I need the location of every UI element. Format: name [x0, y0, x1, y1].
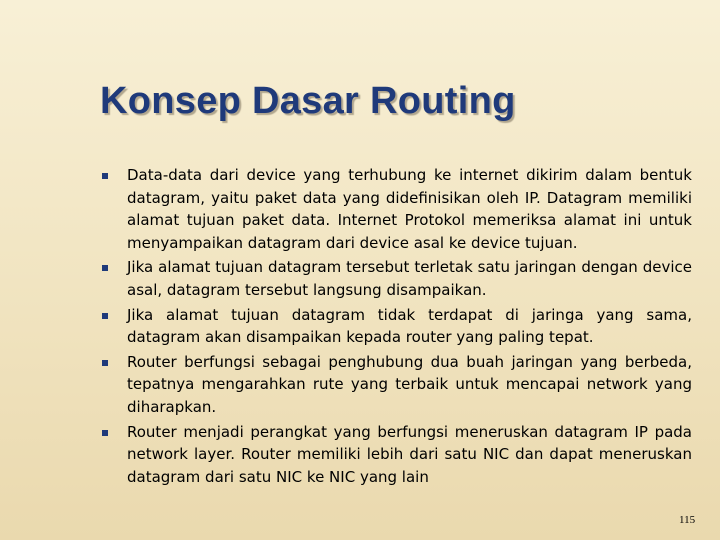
square-bullet-icon: [102, 265, 108, 271]
slide-title: Konsep Dasar Routing: [100, 80, 516, 122]
bullet-text: Router berfungsi sebagai penghubung dua buah jaringan yang berbeda, tepatnya mengarahkan rute yang terbaik untuk mencapai network yang diharapkan.: [127, 352, 692, 416]
page-number: 115: [679, 514, 696, 526]
bullet-text: Jika alamat tujuan datagram tersebut terletak satu jaringan dengan device asal, datagram tersebut langsung disampaikan.: [127, 258, 692, 299]
bullet-list: [100, 164, 692, 490]
square-bullet-icon: [102, 430, 108, 436]
bullet-text: Data-data dari device yang terhubung ke internet dikirim dalam bentuk datagram, yaitu paket data yang didefinisikan oleh IP. Datagram memiliki alamat tujuan paket data. Internet Protokol memeriksa alamat ini untuk menyampaikan datagram dari device asal ke device tujuan.: [127, 166, 692, 252]
bullet-item: [100, 164, 692, 254]
bullet-text: Router menjadi perangkat yang berfungsi meneruskan datagram IP pada network layer. Router memiliki lebih dari satu NIC dan dapat meneruskan datagram dari satu NIC ke NIC yang lain: [127, 422, 692, 486]
bullet-item: [100, 351, 692, 419]
square-bullet-icon: [102, 360, 108, 366]
square-bullet-icon: [102, 173, 108, 179]
bullet-item: [100, 304, 692, 349]
bullet-text: Jika alamat tujuan datagram tidak terdapat di jaringa yang sama, datagram akan disampaikan kepada router yang paling tepat.: [127, 305, 692, 347]
bullet-item: [100, 256, 692, 301]
bullet-item: [100, 421, 692, 489]
square-bullet-icon: [102, 313, 108, 319]
